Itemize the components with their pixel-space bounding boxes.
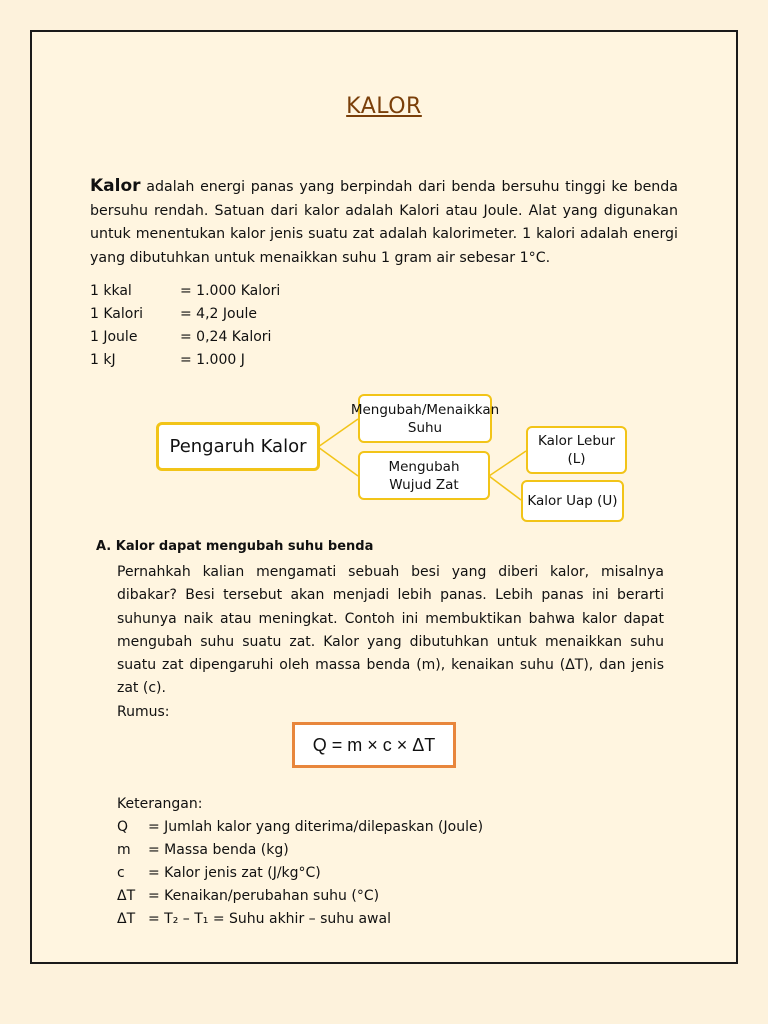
section-a-text: Pernahkah kalian mengamati sebuah besi yang diberi kalor, misalnya dibakar? Besi tersebut akan menjadi lebih panas. Lebih panas ini berarti suhunya naik atau meningkat. Contoh ini membuktikan bahwa kalor dapat mengubah suhu suatu zat. Kalor yang dibutuhkan untuk menaikkan suhu suatu zat dipengaruhi oleh massa benda (m), kenaikan suhu (ΔT), dan jenis zat (c).: [117, 564, 664, 697]
keterangan-definition: = T₂ – T₁ = Suhu akhir – suhu awal: [148, 911, 391, 927]
conversion-unit: 1 Kalori: [90, 306, 143, 322]
keterangan-symbol: Q: [117, 819, 129, 835]
connector-line: [318, 447, 358, 476]
conversion-unit: 1 kkal: [90, 283, 132, 299]
connector-line: [489, 476, 521, 500]
diagram-root-node: Pengaruh Kalor: [156, 422, 320, 471]
conversion-value: = 1.000 Kalori: [180, 283, 281, 299]
conversion-value: = 1.000 J: [180, 352, 245, 368]
diagram-node-kalor-uap: Kalor Uap (U): [521, 480, 624, 522]
section-a-paragraph: [117, 561, 664, 724]
conversion-unit: 1 Joule: [90, 329, 138, 345]
keterangan-symbol: m: [117, 842, 131, 858]
connector-line: [489, 451, 526, 476]
page-title: KALOR: [346, 94, 422, 119]
keterangan-symbol: ΔT: [117, 911, 136, 927]
diagram-node-suhu: Mengubah/Menaikkan Suhu: [358, 394, 492, 443]
intro-lead-word: Kalor: [90, 176, 141, 196]
conversion-value: = 4,2 Joule: [180, 306, 257, 322]
keterangan-definition: = Kalor jenis zat (J/kg°C): [148, 865, 321, 881]
conversion-unit: 1 kJ: [90, 352, 116, 368]
keterangan-symbol: c: [117, 865, 125, 881]
intro-text: adalah energi panas yang berpindah dari benda bersuhu tinggi ke benda bersuhu rendah. Satuan dari kalor adalah Kalori atau Joule. Alat yang digunakan untuk menentukan kalor jenis suatu zat adalah kalorimeter. 1 kalori adalah energi yang dibutuhkan untuk menaikkan suhu 1 gram air sebesar 1°C.: [90, 179, 678, 266]
diagram-node-kalor-lebur: Kalor Lebur (L): [526, 426, 627, 474]
keterangan-title: Keterangan:: [117, 796, 203, 812]
keterangan-definition: = Massa benda (kg): [148, 842, 289, 858]
keterangan-definition: = Jumlah kalor yang diterima/dilepaskan (Joule): [148, 819, 484, 835]
conversion-value: = 0,24 Kalori: [180, 329, 272, 345]
diagram-node-wujud: Mengubah Wujud Zat: [358, 451, 490, 500]
keterangan-symbol: ΔT: [117, 888, 136, 904]
section-a-heading: A. Kalor dapat mengubah suhu benda: [96, 539, 374, 554]
formula-box: Q = m × c × ΔT: [292, 722, 456, 768]
keterangan-definition: = Kenaikan/perubahan suhu (°C): [148, 888, 380, 904]
rumus-label: Rumus:: [117, 703, 170, 720]
